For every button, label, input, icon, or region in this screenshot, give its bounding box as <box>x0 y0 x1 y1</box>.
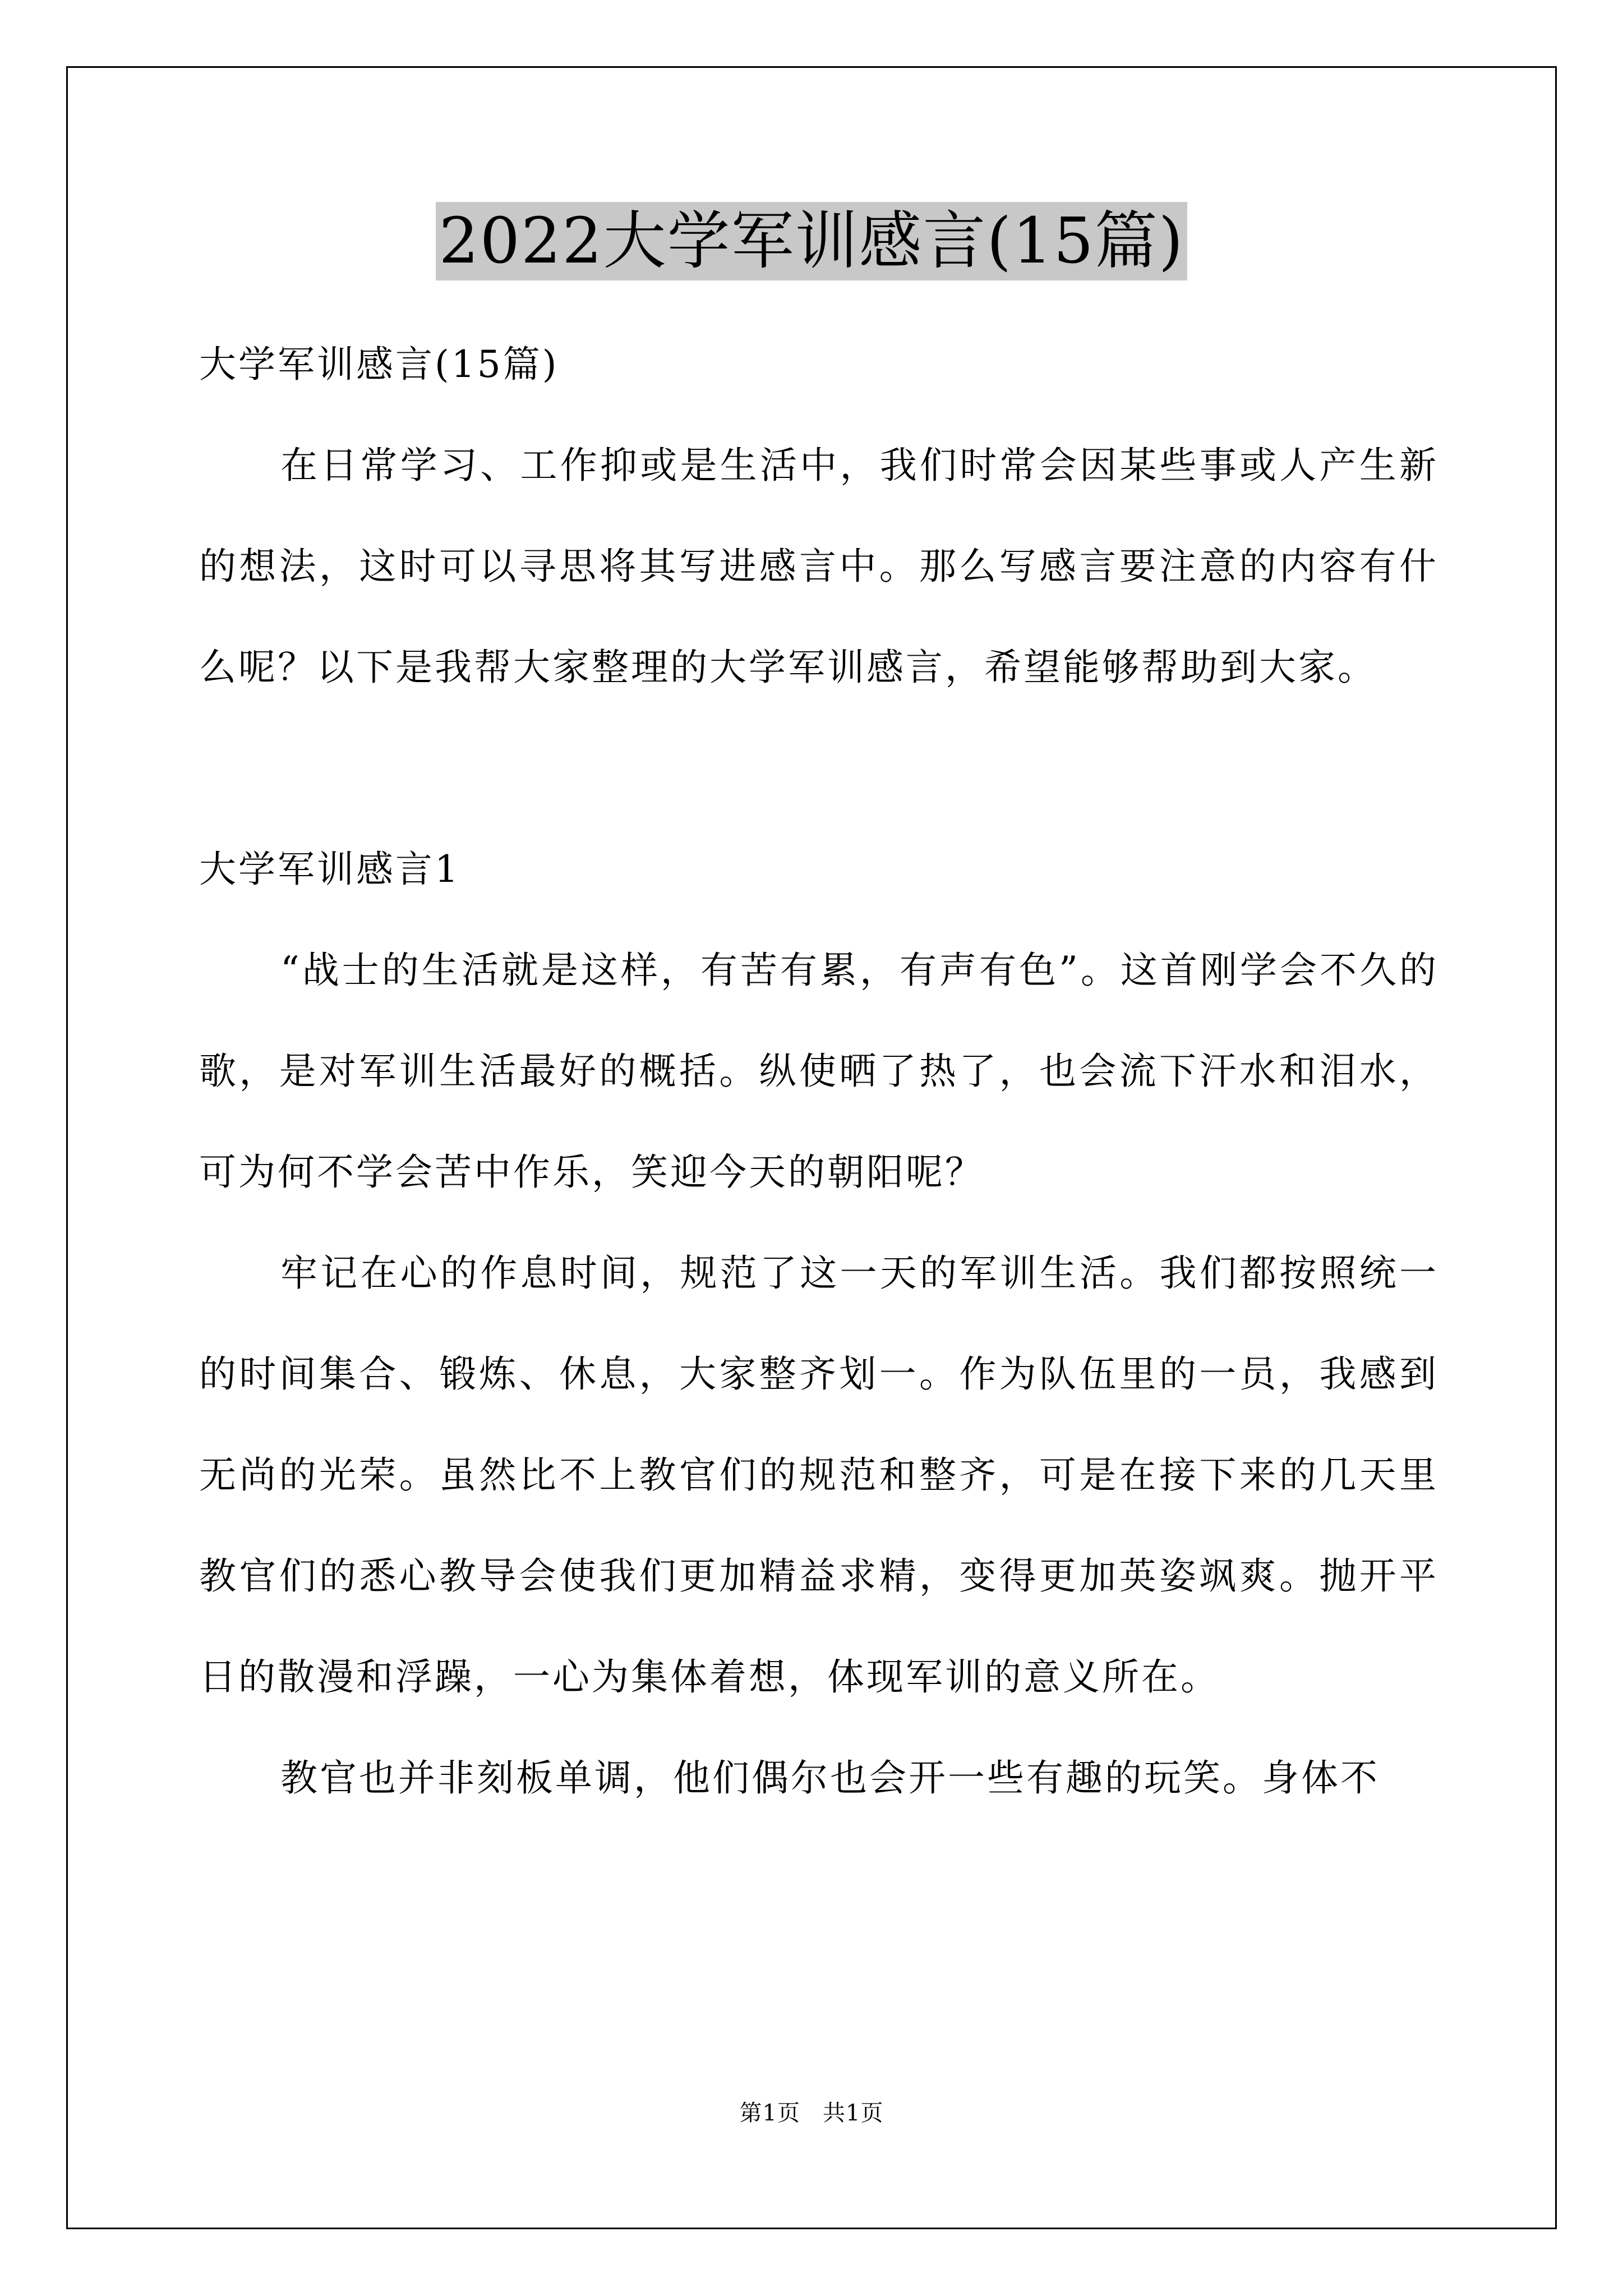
section-spacer <box>199 718 1438 819</box>
page-number: 第1页 <box>739 2100 800 2126</box>
body-paragraph: “战士的生活就是这样，有苦有累，有声有色”。这首刚学会不久的歌，是对军训生活最好的概括。纵使晒了热了，也会流下汗水和泪水，可为何不学会苦中作乐，笑迎今天的朝阳呢？ <box>199 949 1438 1194</box>
document-title: 2022大学军训感言(15篇) <box>436 202 1188 280</box>
document-subtitle: 大学军训感言(15篇) <box>199 343 559 386</box>
page-total: 共1页 <box>823 2100 884 2126</box>
body-paragraph: 教官也并非刻板单调，他们偶尔也会开一些有趣的玩笑。身体不 <box>280 1756 1380 1800</box>
page-footer <box>0 2095 1623 2127</box>
intro-paragraph: 在日常学习、工作抑或是生活中，我们时常会因某些事或人产生新的想法，这时可以寻思将其写进感言中。那么写感言要注意的内容有什么呢？以下是我帮大家整理的大学军训感言，希望能够帮助到大家。 <box>199 444 1438 689</box>
title-container <box>0 202 1623 280</box>
section-heading: 大学军训感言1 <box>199 848 460 891</box>
document-body <box>199 314 1438 1829</box>
body-paragraph: 牢记在心的作息时间，规范了这一天的军训生活。我们都按照统一的时间集合、锻炼、休息，大家整齐划一。作为队伍里的一员，我感到无尚的光荣。虽然比不上教官们的规范和整齐，可是在接下来的几天里教官们的悉心教导会使我们更加精益求精，变得更加英姿飒爽。抛开平日的散漫和浮躁，一心为集体着想，体现军训的意义所在。 <box>199 1251 1438 1699</box>
